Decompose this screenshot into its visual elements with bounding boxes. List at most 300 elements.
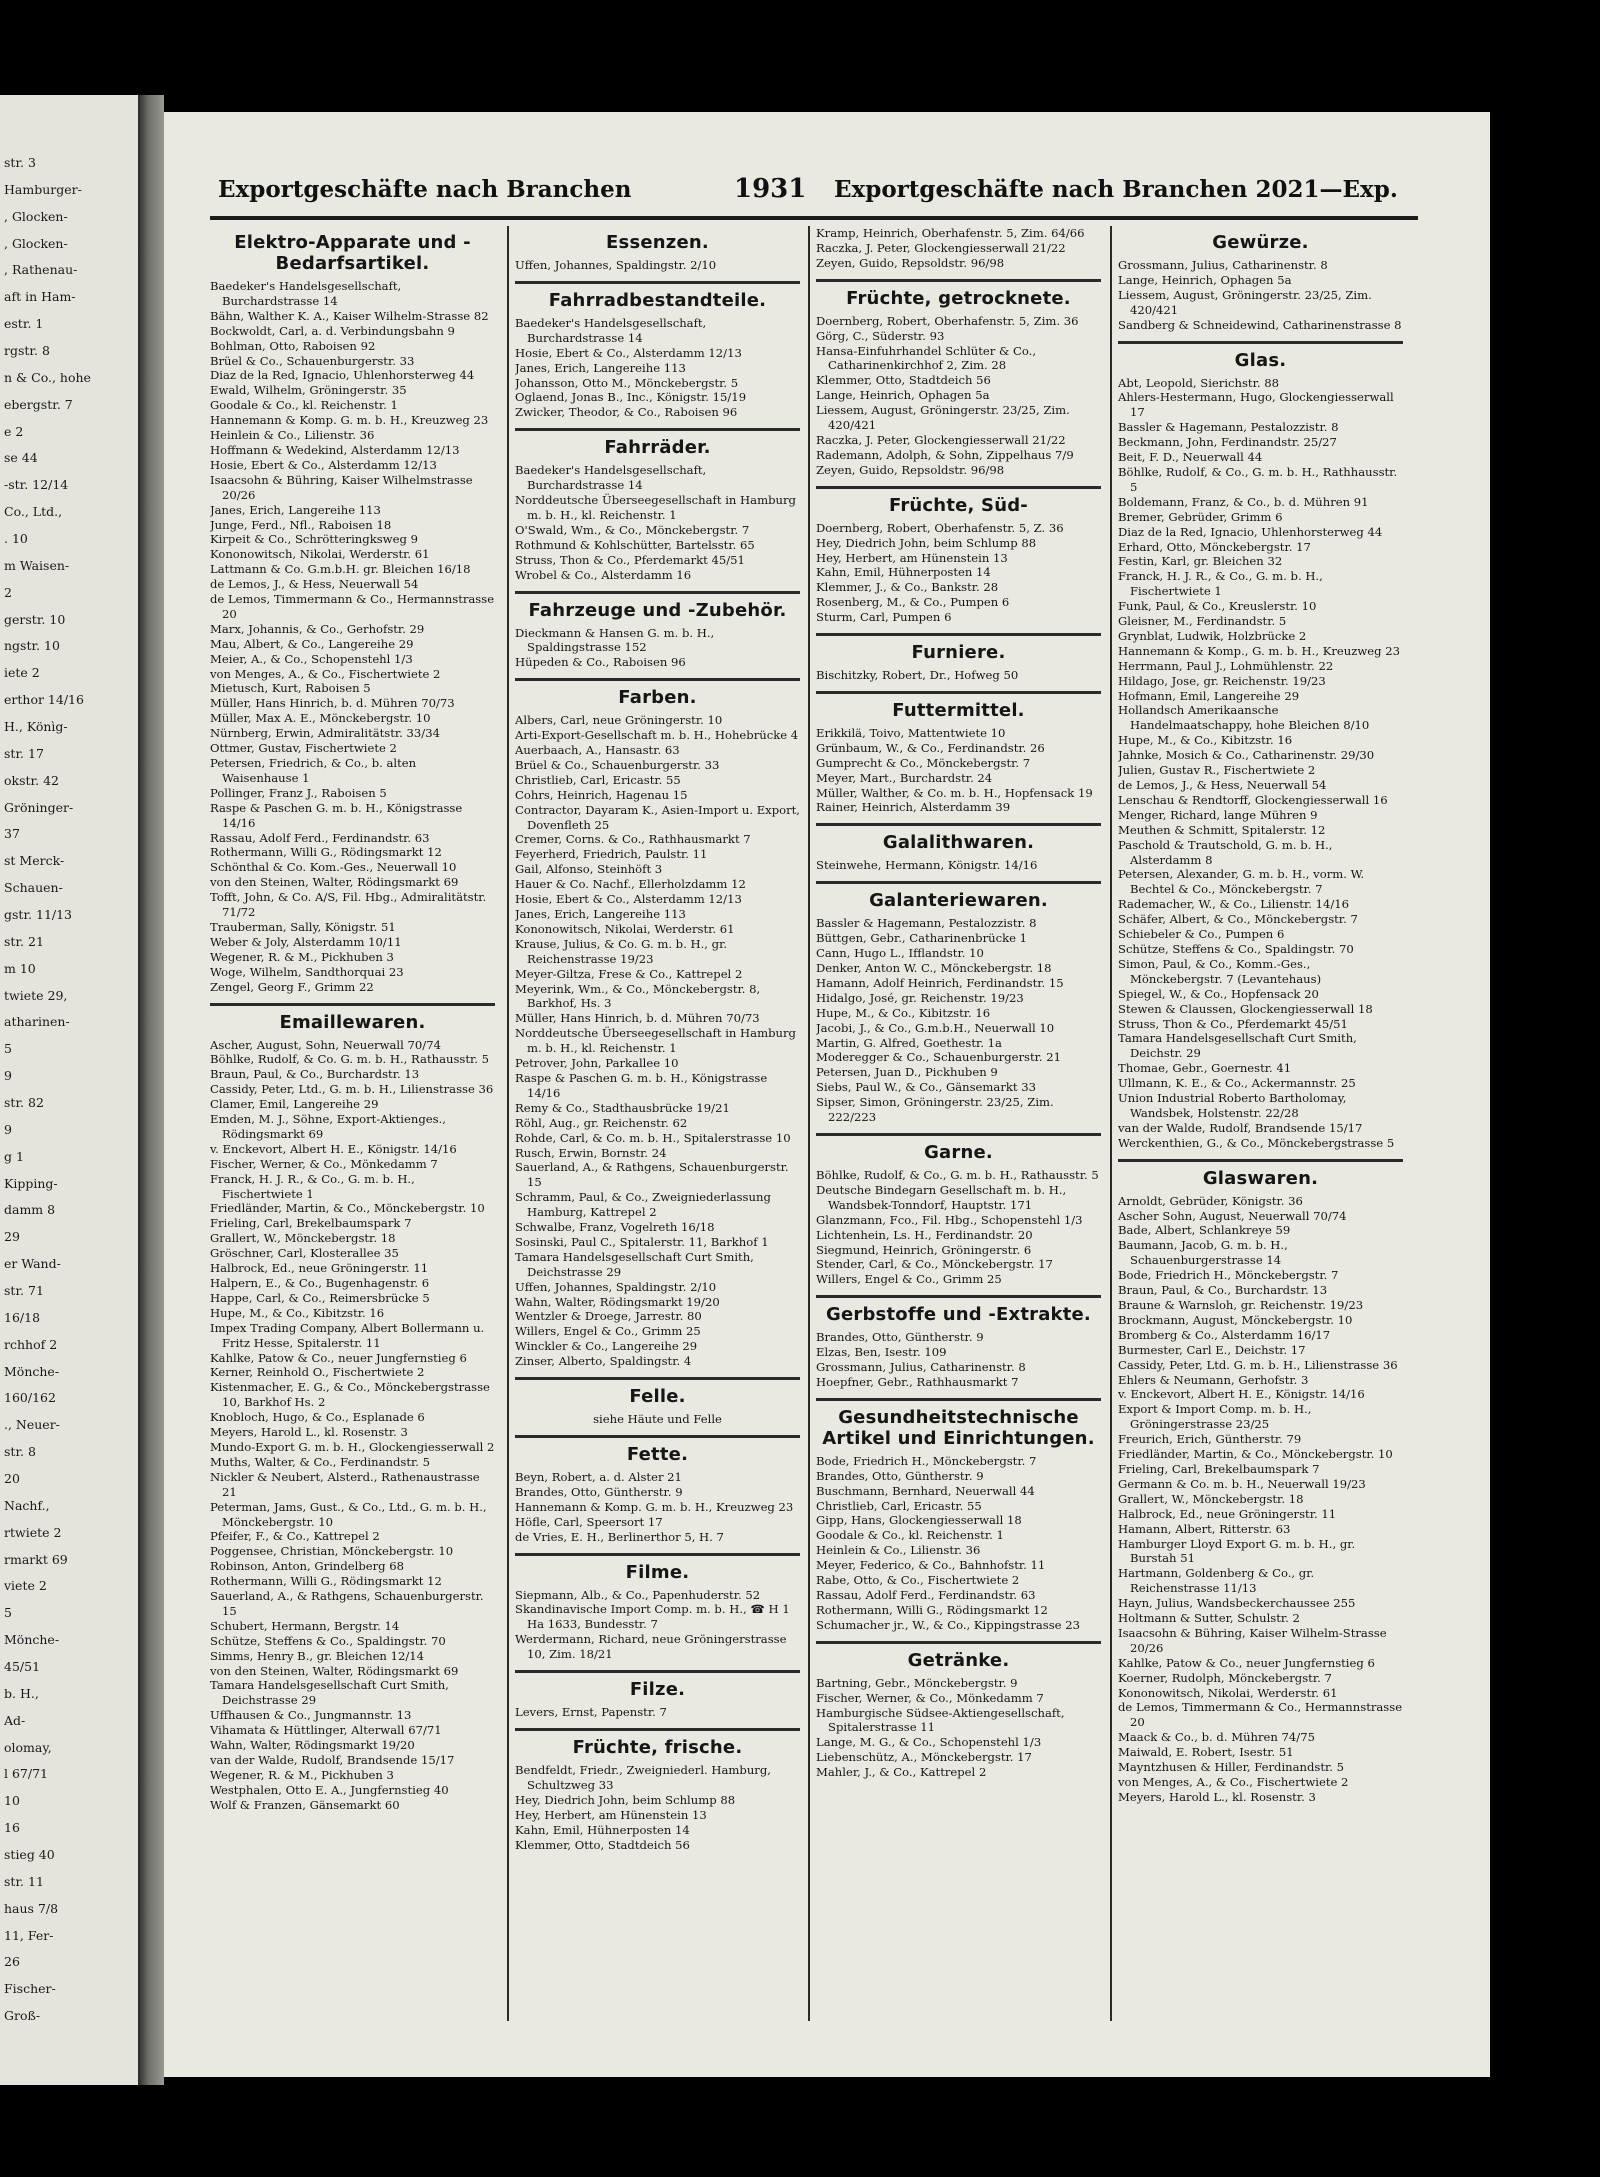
company-entry: Müller, Hans Hinrich, b. d. Mühren 70/73: [515, 1011, 760, 1026]
company-entry: Hamann, Albert, Ritterstr. 63: [1118, 1521, 1291, 1536]
prev-page-text-line: 45/51: [4, 1659, 41, 1674]
company-entry: Nürnberg, Erwin, Admiralitätstr. 33/34: [210, 726, 440, 741]
company-entry: Goodale & Co., kl. Reichenstr. 1: [816, 1528, 1004, 1543]
prev-page-text-line: rmarkt 69: [4, 1551, 68, 1567]
company-entry: Hansa-Einfuhrhandel Schlüter & Co., Catharinenkirchhof 2, Zim. 28: [816, 343, 1037, 373]
company-entry: de Lemos, J., & Hess, Neuerwall 54: [1118, 778, 1327, 792]
company-entry: Kononowitsch, Nikolai, Werderstr. 61: [515, 921, 735, 936]
prev-page-text-line: estr. 1: [4, 316, 44, 332]
company-entry: Rusch, Erwin, Bornstr. 24: [515, 1145, 667, 1160]
company-entry: Petersen, Friedrich, & Co., b. alten Waisenhause 1: [210, 756, 417, 785]
company-entry: Rainer, Heinrich, Alsterdamm 39: [816, 800, 1011, 815]
company-entry: Raczka, J. Peter, Glockengiesserwall 21/22: [816, 432, 1066, 447]
company-entry: Uffhausen & Co., Jungmannstr. 13: [210, 1708, 412, 1723]
prev-page-text-line: gerstr. 10: [4, 611, 66, 627]
company-entry: Beckmann, John, Ferdinandstr. 25/27: [1118, 435, 1337, 450]
prev-page-text-line: 26: [4, 1954, 20, 1970]
category-heading: Furniere.: [911, 642, 1006, 664]
company-entry: Gröschner, Carl, Klosterallee 35: [210, 1246, 399, 1261]
company-entry: Weber & Joly, Alsterdamm 10/11: [210, 934, 402, 949]
company-entry: Büttgen, Gebr., Catharinenbrücke 1: [816, 931, 1028, 946]
company-entry: Hupe, M., & Co., Kibitzstr. 16: [816, 1005, 991, 1020]
company-entry: Herrmann, Paul J., Lohmühlenstr. 22: [1118, 658, 1334, 673]
company-entry: Meyers, Harold L., kl. Rosenstr. 3: [1118, 1789, 1316, 1804]
company-entry: Festin, Karl, gr. Bleichen 32: [1118, 554, 1283, 569]
company-entry: Hey, Diedrich John, beim Schlump 88: [816, 535, 1037, 550]
company-entry: Liebenschütz, A., Mönckebergstr. 17: [816, 1750, 1032, 1765]
company-entry: Paschold & Trautschold, G. m. b. H., Alsterdamm 8: [1118, 837, 1333, 867]
category-heading: Früchte, Süd-: [889, 494, 1028, 516]
section-divider: [515, 1670, 800, 1673]
company-entry: Marx, Johannis, & Co., Gerhofstr. 29: [210, 621, 425, 636]
prev-page-text-line: damm 8: [4, 1202, 56, 1218]
company-entry: Levers, Ernst, Papenstr. 7: [515, 1705, 667, 1720]
prev-page-text-line: 2: [4, 584, 12, 600]
prev-page-text-line: atharinen-: [4, 1014, 70, 1030]
company-entry: Beyn, Robert, a. d. Alster 21: [515, 1470, 682, 1484]
company-entry: Halpern, E., & Co., Bugenhagenstr. 6: [210, 1276, 430, 1290]
company-entry: von Menges, A., & Co., Fischertwiete 2: [1118, 1775, 1349, 1789]
company-entry: Christlieb, Carl, Ericastr. 55: [515, 772, 681, 787]
company-entry: Bartning, Gebr., Mönckebergstr. 9: [816, 1675, 1018, 1690]
category-heading: Gerbstoffe und -Extrakte.: [826, 1304, 1091, 1326]
prev-page-text-line: Fischer-: [4, 1981, 56, 1997]
company-entry: Kramp, Heinrich, Oberhafenstr. 5, Zim. 64/66: [816, 226, 1085, 240]
company-entry: Cann, Hugo L., Ifflandstr. 10: [816, 946, 984, 961]
company-entry: Arnoldt, Gebrüder, Königstr. 36: [1118, 1193, 1303, 1208]
prev-page-text-line: Gröninger-: [4, 799, 74, 815]
company-entry: Willers, Engel & Co., Grimm 25: [515, 1324, 701, 1339]
company-entry: Struss, Thon & Co., Pferdemarkt 45/51: [515, 552, 745, 567]
company-entry: Doernberg, Robert, Oberhafenstr. 5, Z. 36: [816, 520, 1064, 535]
company-entry: Wahn, Walter, Rödingsmarkt 19/20: [210, 1738, 415, 1753]
company-entry: Meuthen & Schmitt, Spitalerstr. 12: [1118, 822, 1326, 837]
company-entry: Braun, Paul, & Co., Burchardstr. 13: [210, 1067, 420, 1082]
prev-page-text-line: . 10: [4, 531, 28, 546]
company-entry: Uffen, Johannes, Spaldingstr. 2/10: [515, 258, 717, 272]
prev-page-text-line: str. 71: [4, 1283, 44, 1298]
company-entry: Bode, Friedrich H., Mönckebergstr. 7: [816, 1453, 1037, 1468]
prev-page-text-line: Hamburger-: [4, 181, 82, 197]
section-divider: [515, 1377, 800, 1380]
company-entry: Julien, Gustav R., Fischertwiete 2: [1118, 763, 1316, 778]
category-heading: Futtermittel.: [892, 699, 1025, 721]
company-entry: Norddeutsche Überseegesellschaft in Hamburg m. b. H., kl. Reichenstr. 1: [515, 1026, 796, 1056]
company-entry: Tamara Handelsgesellschaft Curt Smith, Deichstr. 29: [1118, 1031, 1357, 1061]
company-entry: Clamer, Emil, Langereihe 29: [210, 1097, 379, 1112]
prev-page-text-line: g 1: [4, 1148, 24, 1164]
company-entry: Mietusch, Kurt, Raboisen 5: [210, 681, 371, 696]
company-entry: Denker, Anton W. C., Mönckebergstr. 18: [816, 961, 1052, 975]
company-entry: Fischer, Werner, & Co., Mönkedamm 7: [816, 1690, 1044, 1705]
company-entry: Simms, Henry B., gr. Bleichen 12/14: [210, 1648, 424, 1663]
category-heading: Gesundheitstechnische Artikel und Einrichtungen.: [822, 1406, 1095, 1449]
category-heading: Glaswaren.: [1202, 1167, 1319, 1189]
company-entry: O'Swald, Wm., & Co., Mönckebergstr. 7: [515, 522, 750, 537]
prev-page-text-line: str. 82: [4, 1095, 44, 1110]
company-entry: Rothermann, Willi G., Rödingsmarkt 12: [210, 1574, 442, 1589]
column-divider: [1110, 226, 1112, 2021]
company-entry: Meyer, Mart., Burchardstr. 24: [816, 770, 993, 785]
company-entry: Spiegel, W., & Co., Hopfensack 20: [1118, 986, 1319, 1001]
company-entry: Zinser, Alberto, Spaldingstr. 4: [515, 1354, 692, 1369]
company-entry: Böhlke, Rudolf, & Co., G. m. b. H., Rathhausstr. 5: [1118, 464, 1398, 494]
prev-page-text-line: erthor 14/16: [4, 692, 84, 708]
company-entry: Grünbaum, W., & Co., Ferdinandstr. 26: [816, 740, 1045, 755]
company-entry: Klemmer, Otto, Stadtdeich 56: [816, 373, 991, 388]
company-entry: Heinlein & Co., Lilienstr. 36: [816, 1543, 981, 1558]
prev-page-text-line: n & Co., hohe: [4, 369, 91, 385]
prev-page-text-line: str. 3: [4, 155, 36, 170]
company-entry: Fischer, Werner, & Co., Mönkedamm 7: [210, 1156, 438, 1171]
company-entry: Wentzler & Droege, Jarrestr. 80: [515, 1309, 702, 1324]
company-entry: Röhl, Aug., gr. Reichenstr. 62: [515, 1115, 688, 1130]
company-entry: Happe, Carl, & Co., Reimersbrücke 5: [210, 1290, 430, 1305]
company-entry: Hamburger Lloyd Export G. m. b. H., gr. Burstah 51: [1118, 1536, 1356, 1566]
company-entry: Bade, Albert, Schlankreye 59: [1118, 1223, 1291, 1238]
company-entry: Baedeker's Handelsgesellschaft, Burchardstrasse 14: [515, 315, 707, 345]
company-entry: Baedeker's Handelsgesellschaft, Burchardstrasse 14: [210, 279, 402, 308]
company-entry: Norddeutsche Überseegesellschaft in Hamburg m. b. H., kl. Reichenstr. 1: [515, 493, 796, 522]
company-entry: Krause, Julius, & Co. G. m. b. H., gr. Reichenstrasse 19/23: [515, 936, 728, 966]
company-entry: Westphalen, Otto E. A., Jungfernstieg 40: [210, 1782, 449, 1797]
company-entry: Hupe, M., & Co., Kibitzstr. 16: [1118, 733, 1293, 748]
company-entry: Hannemann & Komp. G. m. b. H., Kreuzweg 23: [210, 413, 489, 428]
company-entry: de Vries, E. H., Berlinerthor 5, H. 7: [515, 1529, 724, 1544]
prev-page-text-line: viete 2: [4, 1578, 47, 1594]
company-entry: Holtmann & Sutter, Schulstr. 2: [1118, 1611, 1300, 1626]
company-entry: Klemmer, J., & Co., Bankstr. 28: [816, 580, 999, 595]
company-entry: Schwalbe, Franz, Vogelreth 16/18: [515, 1220, 715, 1235]
company-entry: Cassidy, Peter, Ltd., G. m. b. H., Lilienstrasse 36: [210, 1082, 494, 1097]
company-entry: Schönthal & Co. Kom.-Ges., Neuerwall 10: [210, 860, 457, 875]
company-entry: Dieckmann & Hansen G. m. b. H., Spaldingstrasse 152: [515, 625, 715, 655]
company-entry: de Lemos, Timmermann & Co., Hermannstrasse 20: [1118, 1700, 1403, 1730]
company-entry: Sipser, Simon, Gröningerstr. 23/25, Zim. 222/223: [816, 1095, 1054, 1125]
company-entry: Kononowitsch, Nikolai, Werderstr. 61: [1118, 1685, 1338, 1700]
section-divider: [816, 486, 1101, 489]
company-entry: Zeyen, Guido, Repsoldstr. 96/98: [816, 255, 1005, 270]
company-entry: Export & Import Comp. m. b. H., Gröningerstrasse 23/25: [1118, 1402, 1312, 1432]
prev-page-text-line: se 44: [4, 450, 38, 466]
company-entry: Peterman, Jams, Gust., & Co., Ltd., G. m. b. H., Mönckebergstr. 10: [210, 1499, 487, 1529]
prev-page-text-line: ., Neuer-: [4, 1417, 60, 1433]
company-entry: v. Enckevort, Albert H. E., Königstr. 14/16: [1118, 1387, 1365, 1402]
company-entry: Hupe, M., & Co., Kibitzstr. 16: [210, 1305, 385, 1320]
company-entry: Grossmann, Julius, Catharinenstr. 8: [1118, 258, 1328, 272]
company-entry: Halbrock, Ed., neue Gröningerstr. 11: [210, 1261, 429, 1276]
section-divider: [515, 281, 800, 284]
company-entry: Rademann, Adolph, & Sohn, Zippelhaus 7/9: [816, 447, 1074, 462]
company-entry: Kahn, Emil, Hühnerposten 14: [515, 1822, 690, 1837]
company-entry: Klemmer, Otto, Stadtdeich 56: [515, 1837, 690, 1852]
header-left-title: Exportgeschäfte nach Branchen: [218, 176, 632, 203]
company-entry: Raczka, J. Peter, Glockengiesserwall 21/22: [816, 240, 1066, 255]
company-entry: Böhlke, Rudolf, & Co. G. m. b. H., Rathausstr. 5: [210, 1052, 490, 1067]
company-entry: Jacobi, J., & Co., G.m.b.H., Neuerwall 10: [816, 1020, 1055, 1035]
category-heading: Filze.: [629, 1679, 686, 1701]
company-entry: Rohde, Carl, & Co. m. b. H., Spitalerstrasse 10: [515, 1130, 791, 1145]
company-entry: Auerbaach, A., Hansastr. 63: [515, 743, 680, 758]
company-entry: Braune & Warnsloh, gr. Reichenstr. 19/23: [1118, 1298, 1364, 1312]
company-entry: Rothermann, Willi G., Rödingsmarkt 12: [816, 1602, 1048, 1617]
company-entry: Hauer & Co. Nachf., Ellerholzdamm 12: [515, 877, 746, 892]
company-entry: Janes, Erich, Langereihe 113: [515, 907, 686, 921]
company-entry: Oglaend, Jonas B., Inc., Königstr. 15/19: [515, 390, 747, 405]
prev-page-text-line: 5: [4, 1605, 12, 1621]
company-entry: Stewen & Claussen, Glockengiesserwall 18: [1118, 1001, 1373, 1016]
company-entry: Gleisner, M., Ferdinandstr. 5: [1118, 614, 1287, 629]
company-entry: Ascher, August, Sohn, Neuerwall 70/74: [210, 1037, 441, 1052]
prev-page-text-line: str. 21: [4, 933, 44, 949]
company-entry: Siepmann, Alb., & Co., Papenhuderstr. 52: [515, 1587, 761, 1602]
company-entry: Struss, Thon & Co., Pferdemarkt 45/51: [1118, 1016, 1348, 1031]
section-divider: [515, 428, 800, 431]
company-entry: Meyers, Harold L., kl. Rosenstr. 3: [210, 1425, 408, 1440]
column-3: [816, 226, 1101, 2026]
prev-page-text-line: ngstr. 10: [4, 638, 60, 654]
company-entry: Rassau, Adolf Ferd., Ferdinandstr. 63: [210, 830, 430, 845]
company-entry: Lattmann & Co. G.m.b.H. gr. Bleichen 16/18: [210, 562, 471, 577]
category-heading: Felle.: [629, 1386, 686, 1408]
prev-page-text-line: olomay,: [4, 1739, 52, 1755]
company-entry: Schütze, Steffens & Co., Spaldingstr. 70: [1118, 941, 1354, 956]
company-entry: Boldemann, Franz, & Co., b. d. Mühren 91: [1118, 494, 1369, 509]
company-entry: Moderegger & Co., Schauenburgerstr. 21: [816, 1050, 1062, 1065]
company-entry: Beit, F. D., Neuerwall 44: [1118, 450, 1263, 465]
section-divider: [515, 1553, 800, 1556]
company-entry: Impex Trading Company, Albert Bollermann u. Fritz Hesse, Spitalerstr. 11: [210, 1320, 485, 1350]
company-entry: Tamara Handelsgesellschaft Curt Smith, Deichstrasse 29: [515, 1249, 754, 1279]
prev-page-text-line: H., Könìg-: [4, 719, 68, 734]
company-entry: Schütze, Steffens & Co., Spaldingstr. 70: [210, 1633, 446, 1648]
prev-page-text-line: iete 2: [4, 665, 40, 681]
prev-page-text-line: 20: [4, 1471, 20, 1486]
previous-page-fragment: [0, 95, 138, 2085]
company-entry: van der Walde, Rudolf, Brandsende 15/17: [210, 1753, 455, 1767]
company-entry: Brüel & Co., Schauenburgerstr. 33: [515, 757, 720, 772]
company-entry: Arti-Export-Gesellschaft m. b. H., Hohebrücke 4: [515, 728, 799, 743]
company-entry: Meyer-Giltza, Frese & Co., Kattrepel 2: [515, 966, 743, 981]
company-entry: Mau, Albert, & Co., Langereihe 29: [210, 636, 414, 651]
company-entry: Christlieb, Carl, Ericastr. 55: [816, 1498, 982, 1513]
section-divider: [816, 1295, 1101, 1298]
company-entry: Sturm, Carl, Pumpen 6: [816, 610, 952, 625]
company-entry: Elzas, Ben, Isestr. 109: [816, 1345, 947, 1360]
company-entry: Liessem, August, Gröningerstr. 23/25, Zim. 420/421: [1118, 287, 1372, 317]
company-entry: Wolf & Franzen, Gänsemarkt 60: [210, 1797, 400, 1812]
company-entry: Winckler & Co., Langereihe 29: [515, 1339, 698, 1354]
company-entry: Brandes, Otto, Güntherstr. 9: [816, 1468, 984, 1483]
company-entry: Hidalgo, José, gr. Reichenstr. 19/23: [816, 990, 1024, 1005]
section-divider: [1118, 1159, 1403, 1162]
company-entry: Erikkilä, Toivo, Mattentwiete 10: [816, 725, 1006, 740]
company-entry: Cassidy, Peter, Ltd. G. m. b. H., Lilienstrasse 36: [1118, 1357, 1398, 1372]
company-entry: Grossmann, Julius, Catharinenstr. 8: [816, 1360, 1026, 1375]
company-entry: Wegener, R. & M., Pickhuben 3: [210, 949, 394, 964]
company-entry: Hey, Herbert, am Hünenstein 13: [816, 550, 1008, 565]
company-entry: Rothmund & Kohlschütter, Bartelsstr. 65: [515, 537, 755, 552]
company-entry: Brüel & Co., Schauenburgerstr. 33: [210, 353, 415, 368]
company-entry: Hüpeden & Co., Raboisen 96: [515, 655, 686, 670]
company-entry: Isaacsohn & Bühring, Kaiser Wilhelmstrasse 20/26: [210, 472, 473, 502]
company-entry: Rabe, Otto, & Co., Fischertwiete 2: [816, 1573, 1020, 1588]
company-entry: Ahlers-Hestermann, Hugo, Glockengiesserwall 17: [1118, 390, 1394, 420]
prev-page-text-line: 160/162: [4, 1390, 56, 1406]
column-2: [515, 226, 800, 2026]
column-divider: [808, 226, 810, 2021]
prev-page-text-line: str. 8: [4, 1444, 36, 1460]
company-entry: Hamburgische Südsee-Aktiengesellschaft, Spitalerstrasse 11: [816, 1705, 1065, 1735]
prev-page-text-line: m 10: [4, 960, 36, 976]
company-entry: Hollandsch Amerikaansche Handelmaatschappy, hohe Bleichen 8/10: [1118, 703, 1370, 733]
company-entry: Hosie, Ebert & Co., Alsterdamm 12/13: [515, 345, 742, 360]
company-entry: Böhlke, Rudolf, & Co., G. m. b. H., Rathausstr. 5: [816, 1167, 1099, 1182]
prev-page-text-line: gstr. 11/13: [4, 907, 73, 922]
company-entry: Nickler & Neubert, Alsterd., Rathenaustrasse 21: [210, 1469, 480, 1499]
company-entry: Glanzmann, Fco., Fil. Hbg., Schopenstehl 1/3: [816, 1212, 1083, 1227]
category-heading: Garne.: [924, 1141, 993, 1163]
company-entry: Union Industrial Roberto Bartholomay, Wandsbek, Holstenstr. 22/28: [1118, 1091, 1347, 1120]
company-entry: Abt, Leopold, Sierichstr. 88: [1118, 375, 1279, 390]
company-entry: Hoepfner, Gebr., Rathhausmarkt 7: [816, 1374, 1019, 1389]
company-entry: Bassler & Hagemann, Pestalozzistr. 8: [816, 916, 1037, 931]
header-right-title: Exportgeschäfte nach Branchen 2021—Exp.: [834, 176, 1398, 203]
section-divider: [1118, 341, 1403, 344]
section-divider: [816, 823, 1101, 826]
company-entry: Sauerland, A., & Rathgens, Schauenburgerstr. 15: [210, 1589, 484, 1618]
company-entry: Schubert, Hermann, Bergstr. 14: [210, 1618, 400, 1633]
company-entry: Raspe & Paschen G. m. b. H., Königstrasse 14/16: [515, 1070, 768, 1100]
company-entry: Muths, Walter, & Co., Ferdinandstr. 5: [210, 1454, 431, 1469]
company-entry: Heinlein & Co., Lilienstr. 36: [210, 428, 375, 443]
company-entry: Sauerland, A., & Rathgens, Schauenburgerstr. 15: [515, 1160, 789, 1190]
page-number: 1931: [734, 174, 807, 204]
company-entry: Bromberg & Co., Alsterdamm 16/17: [1118, 1327, 1331, 1342]
company-entry: Vihamata & Hüttlinger, Alterwall 67/71: [210, 1723, 442, 1738]
company-entry: Skandinavische Import Comp. m. b. H., ☎ H 1 Ha 1633, Bundesstr. 7: [515, 1602, 790, 1632]
prev-page-text-line: b. H.,: [4, 1685, 39, 1701]
prev-page-text-line: Mönche-: [4, 1632, 60, 1648]
company-entry: Lange, M. G., & Co., Schopenstehl 1/3: [816, 1735, 1042, 1750]
company-entry: Hannemann & Komp. G. m. b. H., Kreuzweg 23: [515, 1499, 794, 1514]
company-entry: Buschmann, Bernhard, Neuerwall 44: [816, 1483, 1035, 1498]
company-entry: Brandes, Otto, Güntherstr. 9: [816, 1330, 984, 1345]
prev-page-text-line: str. 17: [4, 745, 44, 761]
company-entry: Diaz de la Red, Ignacio, Uhlenhorsterweg 44: [210, 368, 475, 383]
company-entry: Meier, A., & Co., Schopenstehl 1/3: [210, 651, 413, 666]
section-divider: [816, 691, 1101, 694]
company-entry: Doernberg, Robert, Oberhafenstr. 5, Zim. 36: [816, 313, 1079, 328]
company-entry: Petersen, Juan D., Pickhuben 9: [816, 1065, 998, 1080]
company-entry: Remy & Co., Stadthausbrücke 19/21: [515, 1100, 730, 1115]
company-entry: Kahlke, Patow & Co., neuer Jungfernstieg 6: [1118, 1655, 1375, 1670]
column-4: [1118, 226, 1403, 2026]
company-entry: Bähn, Walther K. A., Kaiser Wilhelm-Strasse 82: [210, 308, 489, 323]
company-entry: Baumann, Jacob, G. m. b. H., Schauenburgerstrasse 14: [1118, 1238, 1288, 1268]
company-entry: von den Steinen, Walter, Rödingsmarkt 69: [210, 1663, 459, 1678]
company-entry: Hamann, Adolf Heinrich, Ferdinandstr. 15: [816, 975, 1064, 990]
category-heading: Fahrzeuge und -Zubehör.: [528, 599, 787, 621]
company-entry: Franck, H. J. R., & Co., G. m. b. H., Fischertwiete 1: [1118, 569, 1323, 599]
company-entry: Johansson, Otto M., Mönckebergstr. 5: [515, 375, 739, 390]
company-entry: Friedländer, Martin, & Co., Mönckebergstr. 10: [210, 1201, 485, 1216]
company-entry: Tamara Handelsgesellschaft Curt Smith, Deichstrasse 29: [210, 1678, 449, 1708]
prev-page-text-line: 29: [4, 1229, 20, 1245]
company-entry: Janes, Erich, Langereihe 113: [210, 502, 381, 517]
company-entry: Zwicker, Theodor, & Co., Raboisen 96: [515, 405, 738, 420]
company-entry: Isaacsohn & Bühring, Kaiser Wilhelm-Strasse 20/26: [1118, 1625, 1387, 1655]
company-entry: Menger, Richard, lange Mühren 9: [1118, 807, 1318, 822]
company-entry: Koerner, Rudolph, Mönckebergstr. 7: [1118, 1670, 1332, 1685]
prev-page-text-line: , Glocken-: [4, 208, 68, 224]
company-entry: Janes, Erich, Langereihe 113: [515, 360, 686, 375]
company-entry: Hosie, Ebert & Co., Alsterdamm 12/13: [210, 457, 437, 472]
company-entry: Maack & Co., b. d. Mühren 74/75: [1118, 1730, 1315, 1745]
category-heading: Fette.: [626, 1444, 689, 1465]
company-entry: Pollinger, Franz J., Raboisen 5: [210, 785, 387, 800]
company-entry: Diaz de la Red, Ignacio, Uhlenhorsterweg 44: [1118, 524, 1383, 539]
company-entry: Jahnke, Mosich & Co., Catharinenstr. 29/30: [1118, 748, 1375, 763]
company-entry: Robinson, Anton, Grindelberg 68: [210, 1559, 405, 1574]
company-entry: Mahler, J., & Co., Kattrepel 2: [816, 1765, 987, 1780]
company-entry: Raspe & Paschen G. m. b. H., Königstrasse 14/16: [210, 800, 463, 830]
company-entry: Ullmann, K. E., & Co., Ackermannstr. 25: [1118, 1076, 1356, 1091]
prev-page-text-line: 9: [4, 1068, 12, 1084]
prev-page-text-line: Kipping-: [4, 1175, 58, 1191]
company-entry: Hartmann, Goldenberg & Co., gr. Reichenstrasse 11/13: [1118, 1566, 1315, 1596]
company-entry: Albers, Carl, neue Gröningerstr. 10: [515, 713, 723, 728]
company-entry: Erhard, Otto, Mönckebergstr. 17: [1118, 539, 1311, 554]
company-entry: Poggensee, Christian, Mönckebergstr. 10: [210, 1544, 454, 1559]
company-entry: Woge, Wilhelm, Sandthorquai 23: [210, 964, 404, 979]
company-entry: Mundo-Export G. m. b. H., Glockengiesserwall 2: [210, 1439, 495, 1454]
prev-page-text-line: m Waisen-: [4, 557, 70, 573]
company-entry: Brockmann, August, Mönckebergstr. 10: [1118, 1312, 1353, 1327]
company-entry: von Menges, A., & Co., Fischertwiete 2: [210, 666, 441, 681]
company-entry: Kirpeit & Co., Schrötteringksweg 9: [210, 532, 418, 547]
company-entry: Hannemann & Komp., G. m. b. H., Kreuzweg 23: [1118, 643, 1400, 658]
prev-page-text-line: haus 7/8: [4, 1900, 59, 1916]
prev-page-text-line: stieg 40: [4, 1847, 55, 1862]
category-heading: Früchte, getrocknete.: [846, 287, 1071, 309]
prev-page-text-line: Groß-: [4, 2008, 41, 2024]
company-entry: Schumacher jr., W., & Co., Kippingstrasse 23: [816, 1617, 1080, 1632]
company-entry: Grynblat, Ludwik, Holzbrücke 2: [1118, 628, 1307, 643]
section-divider: [816, 1133, 1101, 1136]
section-divider: [816, 1641, 1101, 1644]
company-entry: Hildago, Jose, gr. Reichenstr. 19/23: [1118, 673, 1326, 688]
prev-page-text-line: l 67/71: [4, 1766, 48, 1782]
section-divider: [515, 1435, 800, 1438]
company-entry: Lenschau & Rendtorff, Glockengiesserwall 16: [1118, 792, 1388, 807]
company-entry: Franck, H. J. R., & Co., G. m. b. H., Fischertwiete 1: [210, 1171, 415, 1201]
company-entry: Junge, Ferd., Nfl., Raboisen 18: [210, 517, 392, 532]
company-entry: Willers, Engel & Co., Grimm 25: [816, 1272, 1002, 1287]
company-entry: Frieling, Carl, Brekelbaumspark 7: [1118, 1461, 1320, 1476]
column-divider: [507, 226, 509, 2021]
company-entry: Bohlman, Otto, Raboisen 92: [210, 338, 376, 353]
section-divider: [515, 678, 800, 681]
company-entry: Zengel, Georg F., Grimm 22: [210, 979, 374, 994]
company-entry: Wahn, Walter, Rödingsmarkt 19/20: [515, 1294, 720, 1309]
company-entry: Ehlers & Neumann, Gerhofstr. 3: [1118, 1372, 1309, 1387]
company-entry: Rademacher, W., & Co., Lilienstr. 14/16: [1118, 897, 1350, 912]
company-entry: Ascher Sohn, August, Neuerwall 70/74: [1118, 1208, 1347, 1223]
company-entry: Lange, Heinrich, Ophagen 5a: [1118, 272, 1292, 287]
company-entry: Contractor, Dayaram K., Asien-Import u. Export, Dovenfleth 25: [515, 802, 800, 832]
column-1: [210, 226, 495, 2026]
